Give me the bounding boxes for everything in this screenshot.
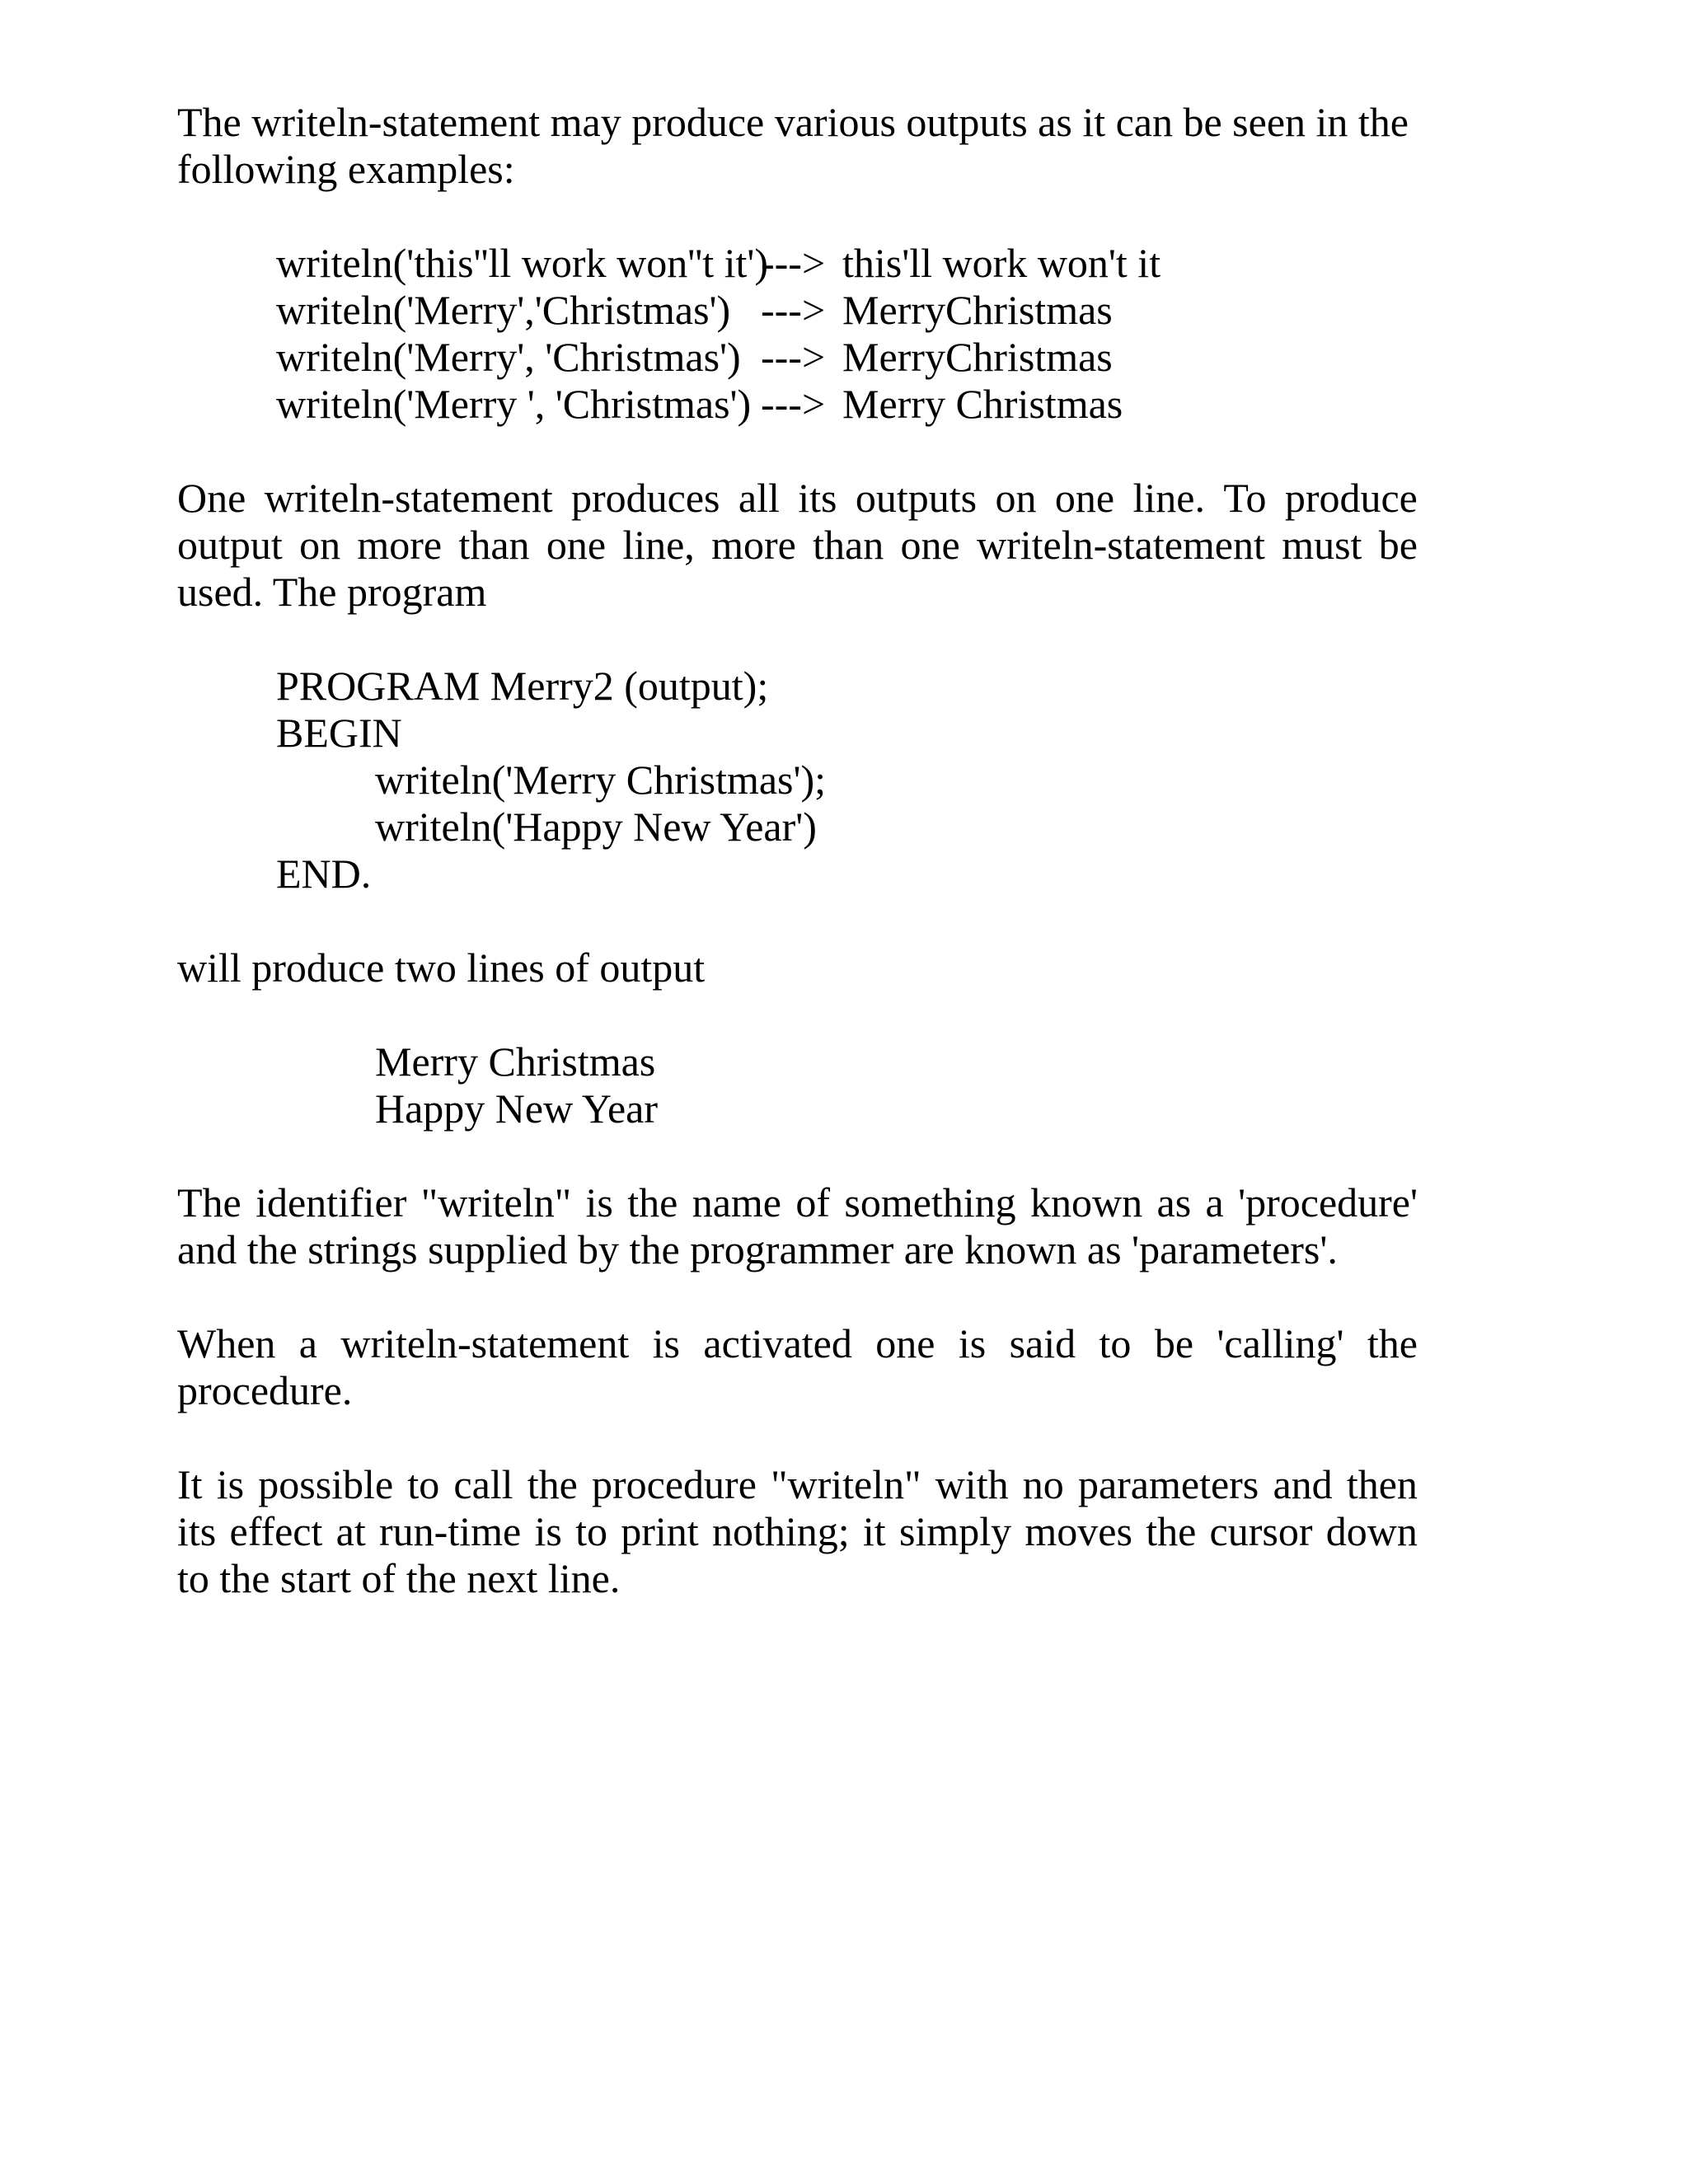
word: When xyxy=(177,1320,276,1366)
example-arrow: ---> xyxy=(761,334,826,380)
word: is xyxy=(216,1461,245,1507)
word: the xyxy=(1367,1320,1418,1366)
word: produce xyxy=(1284,475,1418,521)
program-header: PROGRAM Merry2 (output); xyxy=(276,663,769,709)
program-end: END. xyxy=(276,851,372,897)
word: one xyxy=(1054,475,1115,521)
word: be xyxy=(1378,522,1418,568)
example-arrow: ---> xyxy=(761,381,826,427)
word: parameters xyxy=(1077,1461,1259,1507)
word: the xyxy=(1146,1508,1197,1554)
word: it xyxy=(862,1508,886,1554)
word: then xyxy=(1346,1461,1418,1507)
word: the xyxy=(627,1179,678,1226)
para4-line-2: and the strings supplied by the programmer are known as 'parameters'. xyxy=(177,1226,1338,1272)
word: something xyxy=(844,1179,1016,1226)
word: its xyxy=(177,1508,217,1554)
para6-line-2 xyxy=(177,1508,1418,1555)
word: said xyxy=(1009,1320,1076,1366)
word: writeln-statement xyxy=(977,522,1265,568)
word: to xyxy=(575,1508,607,1554)
para6-line-3: to the start of the next line. xyxy=(177,1555,621,1601)
word: One xyxy=(177,475,246,521)
word: as xyxy=(1156,1179,1192,1226)
word: no xyxy=(1022,1461,1064,1507)
word: more xyxy=(357,522,443,568)
word: outputs xyxy=(855,475,978,521)
word: line, xyxy=(622,522,695,568)
word: all xyxy=(738,475,780,521)
example-output: MerryChristmas xyxy=(842,287,1113,333)
word: down xyxy=(1325,1508,1418,1554)
word: run-time xyxy=(379,1508,522,1554)
word: than xyxy=(458,522,530,568)
example-code: writeln('this''ll work won''t it') xyxy=(276,240,769,286)
word: identifier xyxy=(256,1179,407,1226)
word: It xyxy=(177,1461,203,1507)
program-statement: writeln('Merry Christmas'); xyxy=(375,757,827,803)
example-output: Merry Christmas xyxy=(842,381,1123,427)
example-output: this'll work won't it xyxy=(842,240,1161,286)
word: effect xyxy=(229,1508,323,1554)
example-output: MerryChristmas xyxy=(842,334,1113,380)
intro-line-1: The writeln-statement may produce various outputs as it can be seen in the xyxy=(177,99,1409,145)
output-line: Merry Christmas xyxy=(375,1038,656,1085)
word: is xyxy=(534,1508,562,1554)
word: output xyxy=(177,522,283,568)
para3-line: will produce two lines of output xyxy=(177,944,706,991)
word: be xyxy=(1154,1320,1194,1366)
word: produces xyxy=(570,475,720,521)
word: to xyxy=(1099,1320,1132,1366)
word: 'procedure' xyxy=(1238,1179,1418,1226)
word: cursor xyxy=(1209,1508,1313,1554)
word: on xyxy=(299,522,341,568)
word: known xyxy=(1030,1179,1143,1226)
para4-line-1 xyxy=(177,1179,1418,1226)
word: must xyxy=(1282,522,1362,568)
word: on xyxy=(995,475,1037,521)
word: "writeln" xyxy=(420,1179,572,1226)
output-line: Happy New Year xyxy=(375,1085,658,1132)
word: is xyxy=(585,1179,613,1226)
word: to xyxy=(407,1461,440,1507)
example-code: writeln('Merry ', 'Christmas') xyxy=(276,381,752,427)
program-begin: BEGIN xyxy=(276,710,402,756)
para5-line-2: procedure. xyxy=(177,1367,353,1413)
para2-line-1 xyxy=(177,475,1418,522)
word: than xyxy=(813,522,884,568)
example-arrow: ---> xyxy=(761,240,826,286)
word: name xyxy=(692,1179,781,1226)
word: "writeln" xyxy=(771,1461,921,1507)
word: one xyxy=(546,522,607,568)
word: one xyxy=(875,1320,935,1366)
para5-line-1 xyxy=(177,1320,1418,1367)
word: is xyxy=(958,1320,987,1366)
word: and xyxy=(1273,1461,1333,1507)
para6-line-1 xyxy=(177,1461,1418,1508)
word: at xyxy=(335,1508,366,1554)
example-code: writeln('Merry','Christmas') xyxy=(276,287,731,333)
para2-line-2 xyxy=(177,522,1418,569)
example-code: writeln('Merry', 'Christmas') xyxy=(276,334,741,380)
word: with xyxy=(935,1461,1009,1507)
word: is xyxy=(652,1320,681,1366)
word: call xyxy=(453,1461,513,1507)
intro-line-2: following examples: xyxy=(177,146,515,192)
word: a xyxy=(298,1320,317,1366)
example-arrow: ---> xyxy=(761,287,826,333)
word: procedure xyxy=(592,1461,757,1507)
word: the xyxy=(527,1461,578,1507)
word: nothing; xyxy=(711,1508,850,1554)
program-statement: writeln('Happy New Year') xyxy=(375,804,817,850)
word: of xyxy=(795,1179,830,1226)
word: To xyxy=(1223,475,1267,521)
word: The xyxy=(177,1179,241,1226)
word: possible xyxy=(258,1461,394,1507)
word: a xyxy=(1205,1179,1224,1226)
word: moves xyxy=(1025,1508,1132,1554)
para2-line-3: used. The program xyxy=(177,569,487,615)
word: simply xyxy=(898,1508,1012,1554)
word: one xyxy=(900,522,960,568)
word: print xyxy=(621,1508,699,1554)
word: its xyxy=(798,475,837,521)
word: more xyxy=(711,522,796,568)
word: activated xyxy=(703,1320,852,1366)
word: writeln-statement xyxy=(340,1320,630,1366)
word: writeln-statement xyxy=(264,475,553,521)
word: 'calling' xyxy=(1217,1320,1344,1366)
word: line. xyxy=(1132,475,1205,521)
